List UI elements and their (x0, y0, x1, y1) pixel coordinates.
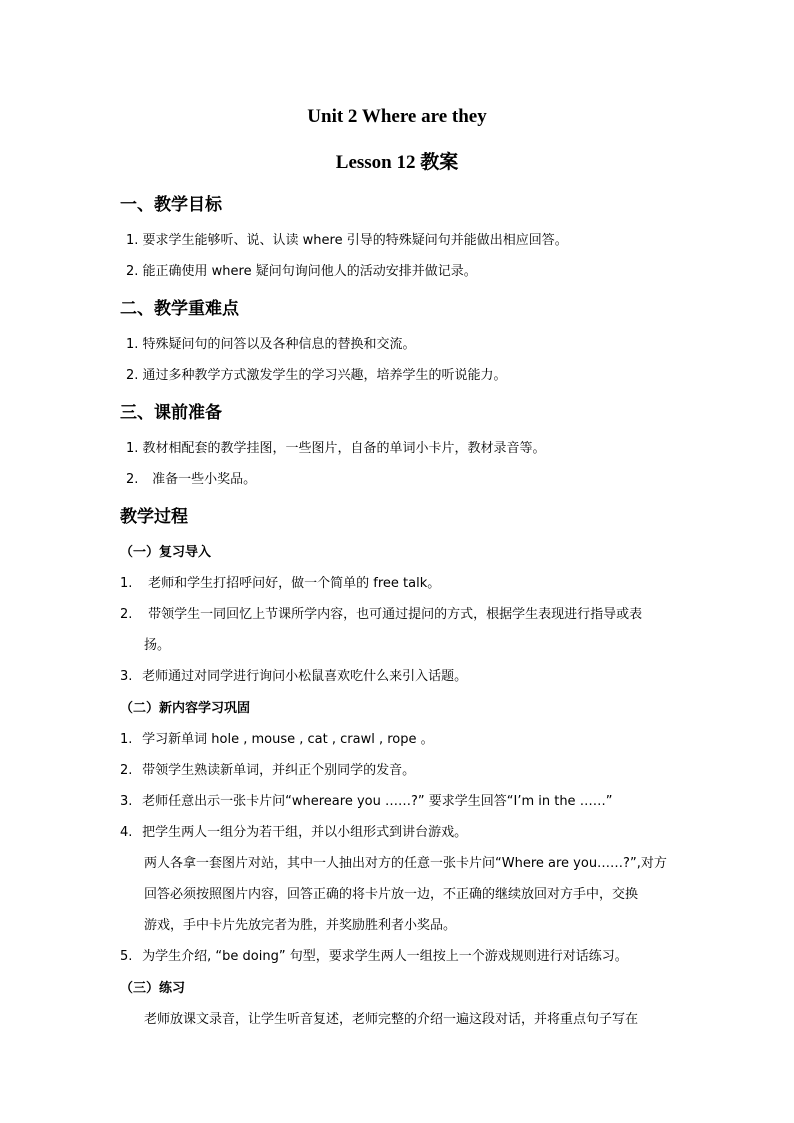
item-text: 学习新单词 hole , mouse , cat , crawl , rope 。 (142, 732, 434, 747)
item-text: 把学生两人一组分为若干组，并以小组形式到讲台游戏。 (142, 825, 468, 840)
item-number: 3. (120, 669, 133, 684)
title-unit: Unit 2 Where are they (307, 106, 487, 127)
list-item (120, 728, 434, 747)
subsection-heading-new-content: （二）新内容学习巩固 (120, 701, 251, 716)
item-text: 带领学生一同回忆上节课所学内容，也可通过提问的方式，根据学生表现进行指导或表 (148, 607, 643, 622)
item-number: 1. (120, 732, 133, 747)
list-item (120, 759, 415, 778)
item-number: 3. (120, 794, 133, 809)
item-number: 2. (126, 368, 139, 383)
section-heading-process: 教学过程 (120, 507, 188, 527)
section-heading-preparation: 三、课前准备 (120, 403, 222, 423)
item-number: 4. (120, 825, 133, 840)
title-lesson: Lesson 12 教案 (335, 152, 459, 173)
list-item (126, 437, 546, 456)
list-item (126, 260, 477, 279)
list-item (126, 364, 507, 383)
list-item (126, 468, 256, 487)
list-item (126, 333, 416, 352)
section-heading-key-points: 二、教学重难点 (120, 299, 239, 319)
item-number: 1. (126, 233, 139, 248)
item-text: 带领学生熟读新单词，并纠正个别同学的发音。 (142, 763, 416, 778)
list-item (120, 821, 467, 840)
item-number: 5. (120, 949, 133, 964)
item-text: 老师通过对同学进行询问小松鼠喜欢吃什么来引入话题。 (142, 669, 468, 684)
list-item (126, 229, 568, 248)
item-number: 2. (126, 472, 139, 487)
paragraph-line: 回答必须按照图片内容，回答正确的将卡片放一边，不正确的继续放回对方手中，交换 (144, 887, 639, 902)
item-number: 2. (126, 264, 139, 279)
item-number: 2. (120, 607, 133, 622)
paragraph-line: 两人各拿一套图片对站，其中一人抽出对方的任意一张卡片问“Where are you……?”,对方 (144, 856, 667, 871)
list-item (120, 945, 628, 964)
list-item (120, 572, 440, 591)
item-text: 老师和学生打招呼问好，做一个简单的 free talk。 (148, 576, 441, 591)
paragraph-line: 游戏，手中卡片先放完者为胜，并奖励胜利者小奖品。 (144, 918, 457, 933)
paragraph-line: 老师放课文录音，让学生听音复述，老师完整的介绍一遍这段对话，并将重点句子写在 (144, 1012, 639, 1027)
list-item (120, 665, 467, 684)
subsection-heading-practice: （三）练习 (120, 981, 186, 996)
list-item-continuation: 扬。 (144, 638, 171, 653)
item-text: 要求学生能够听、说、认读 where 引导的特殊疑问句并能做出相应回答。 (142, 233, 568, 248)
item-number: 1. (126, 337, 139, 352)
item-number: 1. (120, 576, 133, 591)
item-text: 特殊疑问句的问答以及各种信息的替换和交流。 (142, 337, 416, 352)
item-number: 1. (126, 441, 139, 456)
list-item (120, 603, 642, 622)
item-text: 老师任意出示一张卡片问“whereare you ……?” 要求学生回答“I’m in the ……” (142, 794, 613, 809)
item-text: 为学生介绍, “be doing” 句型，要求学生两人一组按上一个游戏规则进行对话练习。 (142, 949, 628, 964)
item-number: 2. (120, 763, 133, 778)
item-text: 准备一些小奖品。 (152, 472, 257, 487)
list-item (120, 790, 612, 809)
item-text: 能正确使用 where 疑问句询问他人的活动安排并做记录。 (142, 264, 477, 279)
section-heading-objectives: 一、教学目标 (120, 195, 222, 215)
item-text: 通过多种教学方式激发学生的学习兴趣，培养学生的听说能力。 (142, 368, 507, 383)
subsection-heading-review: （一）复习导入 (120, 545, 212, 560)
item-text: 教材相配套的教学挂图，一些图片，自备的单词小卡片，教材录音等。 (142, 441, 546, 456)
